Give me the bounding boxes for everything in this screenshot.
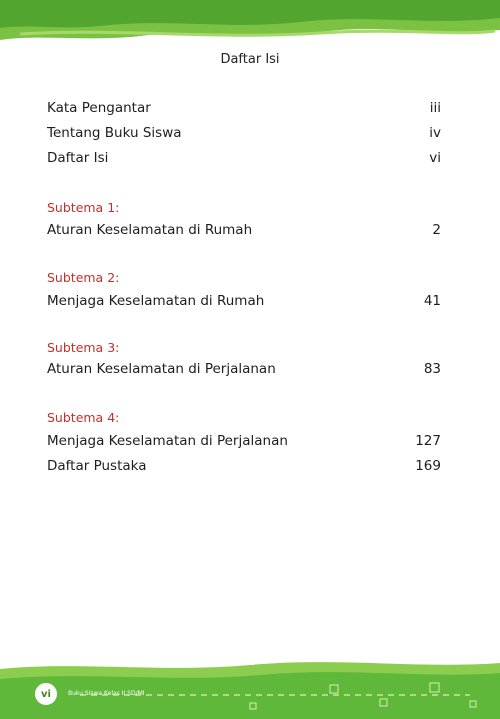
- toc-entry-page: iii: [429, 100, 441, 116]
- toc-entry-page: 83: [423, 361, 441, 377]
- toc-entry-label: Aturan Keselamatan di Rumah: [47, 222, 253, 238]
- toc-entry-page: iv: [429, 125, 441, 141]
- toc-entry-tentang-buku-siswa[interactable]: [47, 125, 441, 141]
- subtheme-heading: Subtema 3:: [47, 340, 120, 355]
- toc-entry-daftar-pustaka[interactable]: [47, 458, 441, 474]
- toc-entry-subtema-4[interactable]: [47, 433, 441, 449]
- toc-entry-subtema-3[interactable]: [47, 361, 441, 377]
- toc-entry-subtema-2[interactable]: [47, 293, 441, 309]
- toc-entry-subtema-1[interactable]: [47, 222, 441, 238]
- toc-entry-page: vi: [429, 150, 441, 166]
- toc-entry-label: Daftar Isi: [47, 150, 109, 166]
- page-title: Daftar Isi: [220, 52, 280, 67]
- toc-entry-page: 169: [415, 458, 441, 474]
- footer-book-title: Buku Siswa Kelas II SD/MI: [68, 690, 145, 697]
- toc-entry-label: Aturan Keselamatan di Perjalanan: [47, 361, 276, 377]
- toc-entry-page: 127: [415, 433, 441, 449]
- toc-entry-page: 2: [432, 222, 441, 238]
- toc-entry-label: Daftar Pustaka: [47, 458, 147, 474]
- toc-entry-label: Menjaga Keselamatan di Rumah: [47, 293, 265, 309]
- top-decorative-band: [0, 0, 500, 60]
- toc-entry-page: 41: [423, 293, 441, 309]
- page-number-badge: vi: [32, 680, 60, 708]
- footer-decorative-band: [0, 655, 500, 719]
- subtheme-heading: Subtema 1:: [47, 200, 120, 215]
- toc-entry-kata-pengantar[interactable]: [47, 100, 441, 116]
- subtheme-heading: Subtema 4:: [47, 410, 120, 425]
- toc-entry-label: Tentang Buku Siswa: [47, 125, 182, 141]
- toc-entry-label: Kata Pengantar: [47, 100, 151, 116]
- subtheme-heading: Subtema 2:: [47, 270, 120, 285]
- toc-entry-label: Menjaga Keselamatan di Perjalanan: [47, 433, 288, 449]
- toc-entry-daftar-isi[interactable]: [47, 150, 441, 166]
